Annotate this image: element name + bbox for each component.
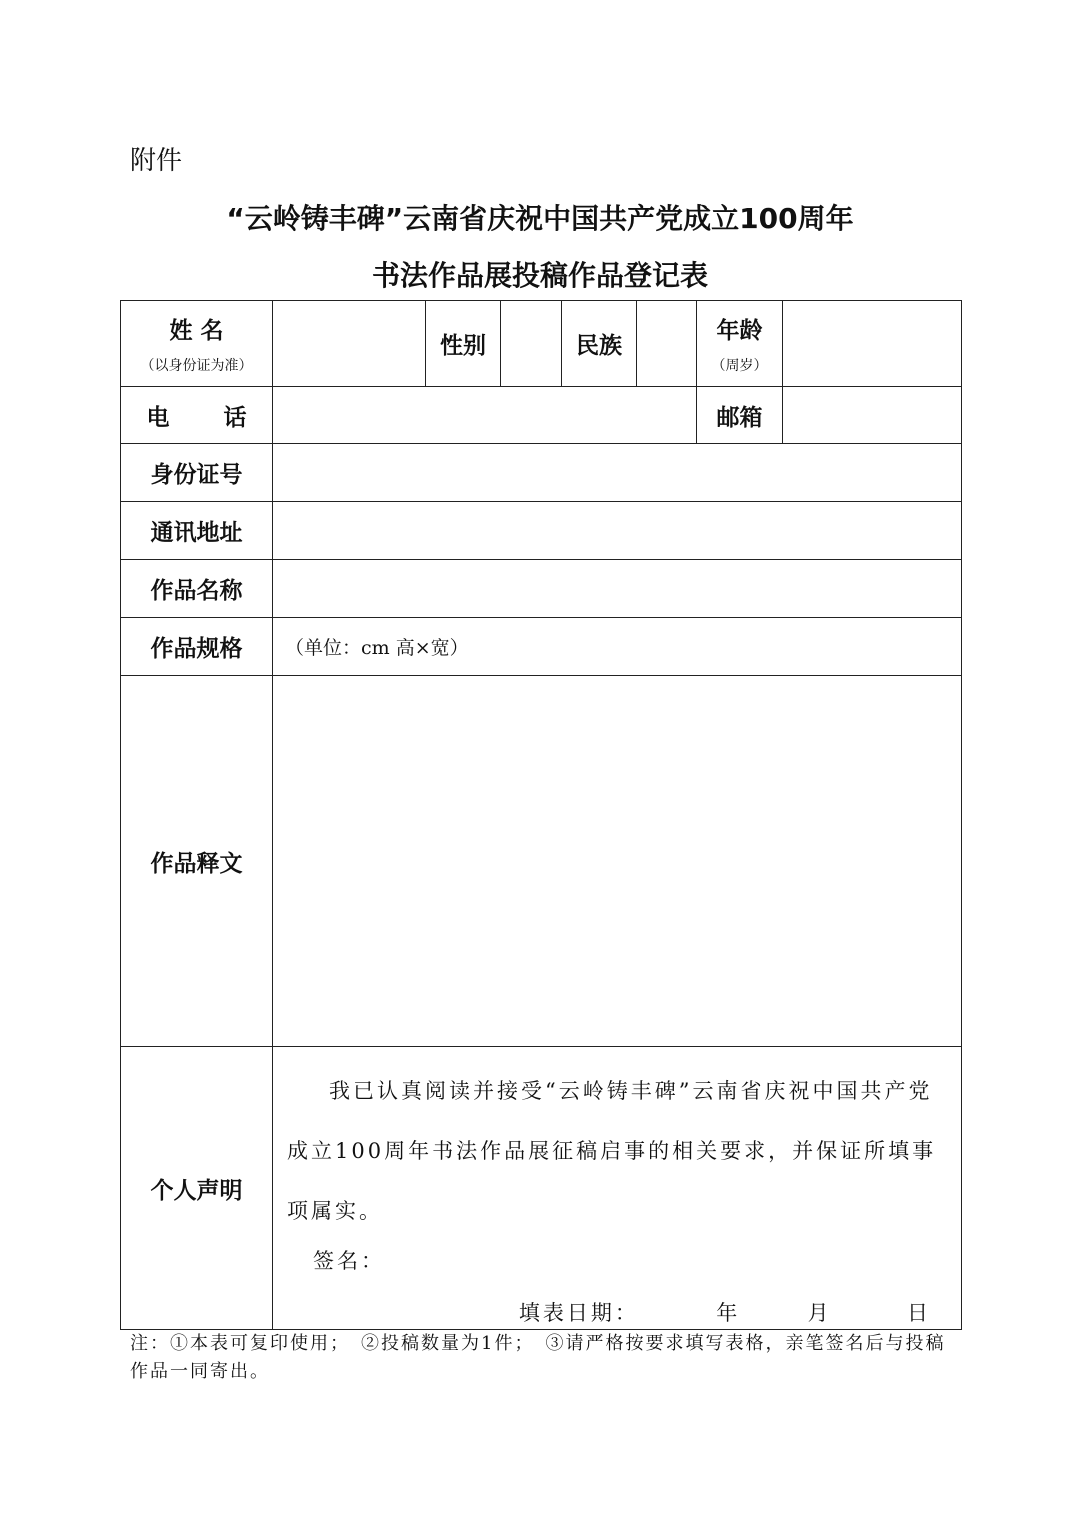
email-label: 邮箱 <box>697 387 783 444</box>
work-text-label: 作品释文 <box>121 676 273 1047</box>
row-work-text <box>121 676 962 1047</box>
fill-date-line[interactable] <box>287 1297 949 1327</box>
id-label: 身份证号 <box>121 444 273 502</box>
declaration-label: 个人声明 <box>121 1047 273 1330</box>
ethnicity-field[interactable] <box>637 301 697 387</box>
id-field[interactable] <box>273 444 962 502</box>
footer-note: 注：①本表可复印使用； ②投稿数量为1件； ③请严格按要求填写表格，亲笔签名后与投稿作品一同寄出。 <box>130 1333 946 1382</box>
row-work-title <box>121 560 962 618</box>
address-field[interactable] <box>273 502 962 560</box>
age-label: 年龄 <box>716 318 763 344</box>
date-year: 年 <box>716 1301 741 1325</box>
row-address <box>121 502 962 560</box>
form-title-line2: 书法作品展投稿作品登记表 <box>371 259 708 292</box>
attachment-label: 附件 <box>130 146 183 176</box>
gender-label: 性别 <box>426 301 501 387</box>
work-title-label: 作品名称 <box>121 560 273 618</box>
age-note: （周岁） <box>711 358 768 374</box>
work-title-field[interactable] <box>273 560 962 618</box>
date-label: 填表日期： <box>518 1301 639 1325</box>
name-note: （以身份证为准） <box>140 358 253 374</box>
gender-field[interactable] <box>501 301 562 387</box>
form-title-line1: “云岭铸丰碑”云南省庆祝中国共产党成立100周年 <box>226 202 854 235</box>
name-field[interactable] <box>273 301 426 387</box>
row-name <box>121 301 962 387</box>
row-phone <box>121 387 962 444</box>
row-id <box>121 444 962 502</box>
date-month: 月 <box>807 1301 832 1325</box>
age-label-cell <box>697 301 783 387</box>
work-text-field[interactable] <box>273 676 962 1047</box>
work-size-label: 作品规格 <box>121 618 273 676</box>
age-field[interactable] <box>783 301 962 387</box>
registration-form-table <box>120 300 962 1330</box>
signature-label: 签名： <box>313 1249 385 1273</box>
work-size-field[interactable]: （单位：cm 高×宽） <box>273 618 962 676</box>
declaration-text: 我已认真阅读并接受“云岭铸丰碑”云南省庆祝中国共产党成立100周年书法作品展征稿启事的相关要求，并保证所填事项属实。 <box>287 1079 937 1223</box>
date-day: 日 <box>907 1301 931 1325</box>
address-label: 通讯地址 <box>121 502 273 560</box>
ethnicity-label: 民族 <box>562 301 637 387</box>
signature-line[interactable] <box>287 1241 949 1281</box>
name-label-cell <box>121 301 273 387</box>
phone-label: 电 话 <box>121 387 273 444</box>
row-declaration <box>121 1047 962 1330</box>
phone-field[interactable] <box>273 387 697 444</box>
declaration-cell <box>273 1047 962 1330</box>
email-field[interactable] <box>783 387 962 444</box>
row-work-size <box>121 618 962 676</box>
name-label: 姓 名 <box>169 318 224 344</box>
